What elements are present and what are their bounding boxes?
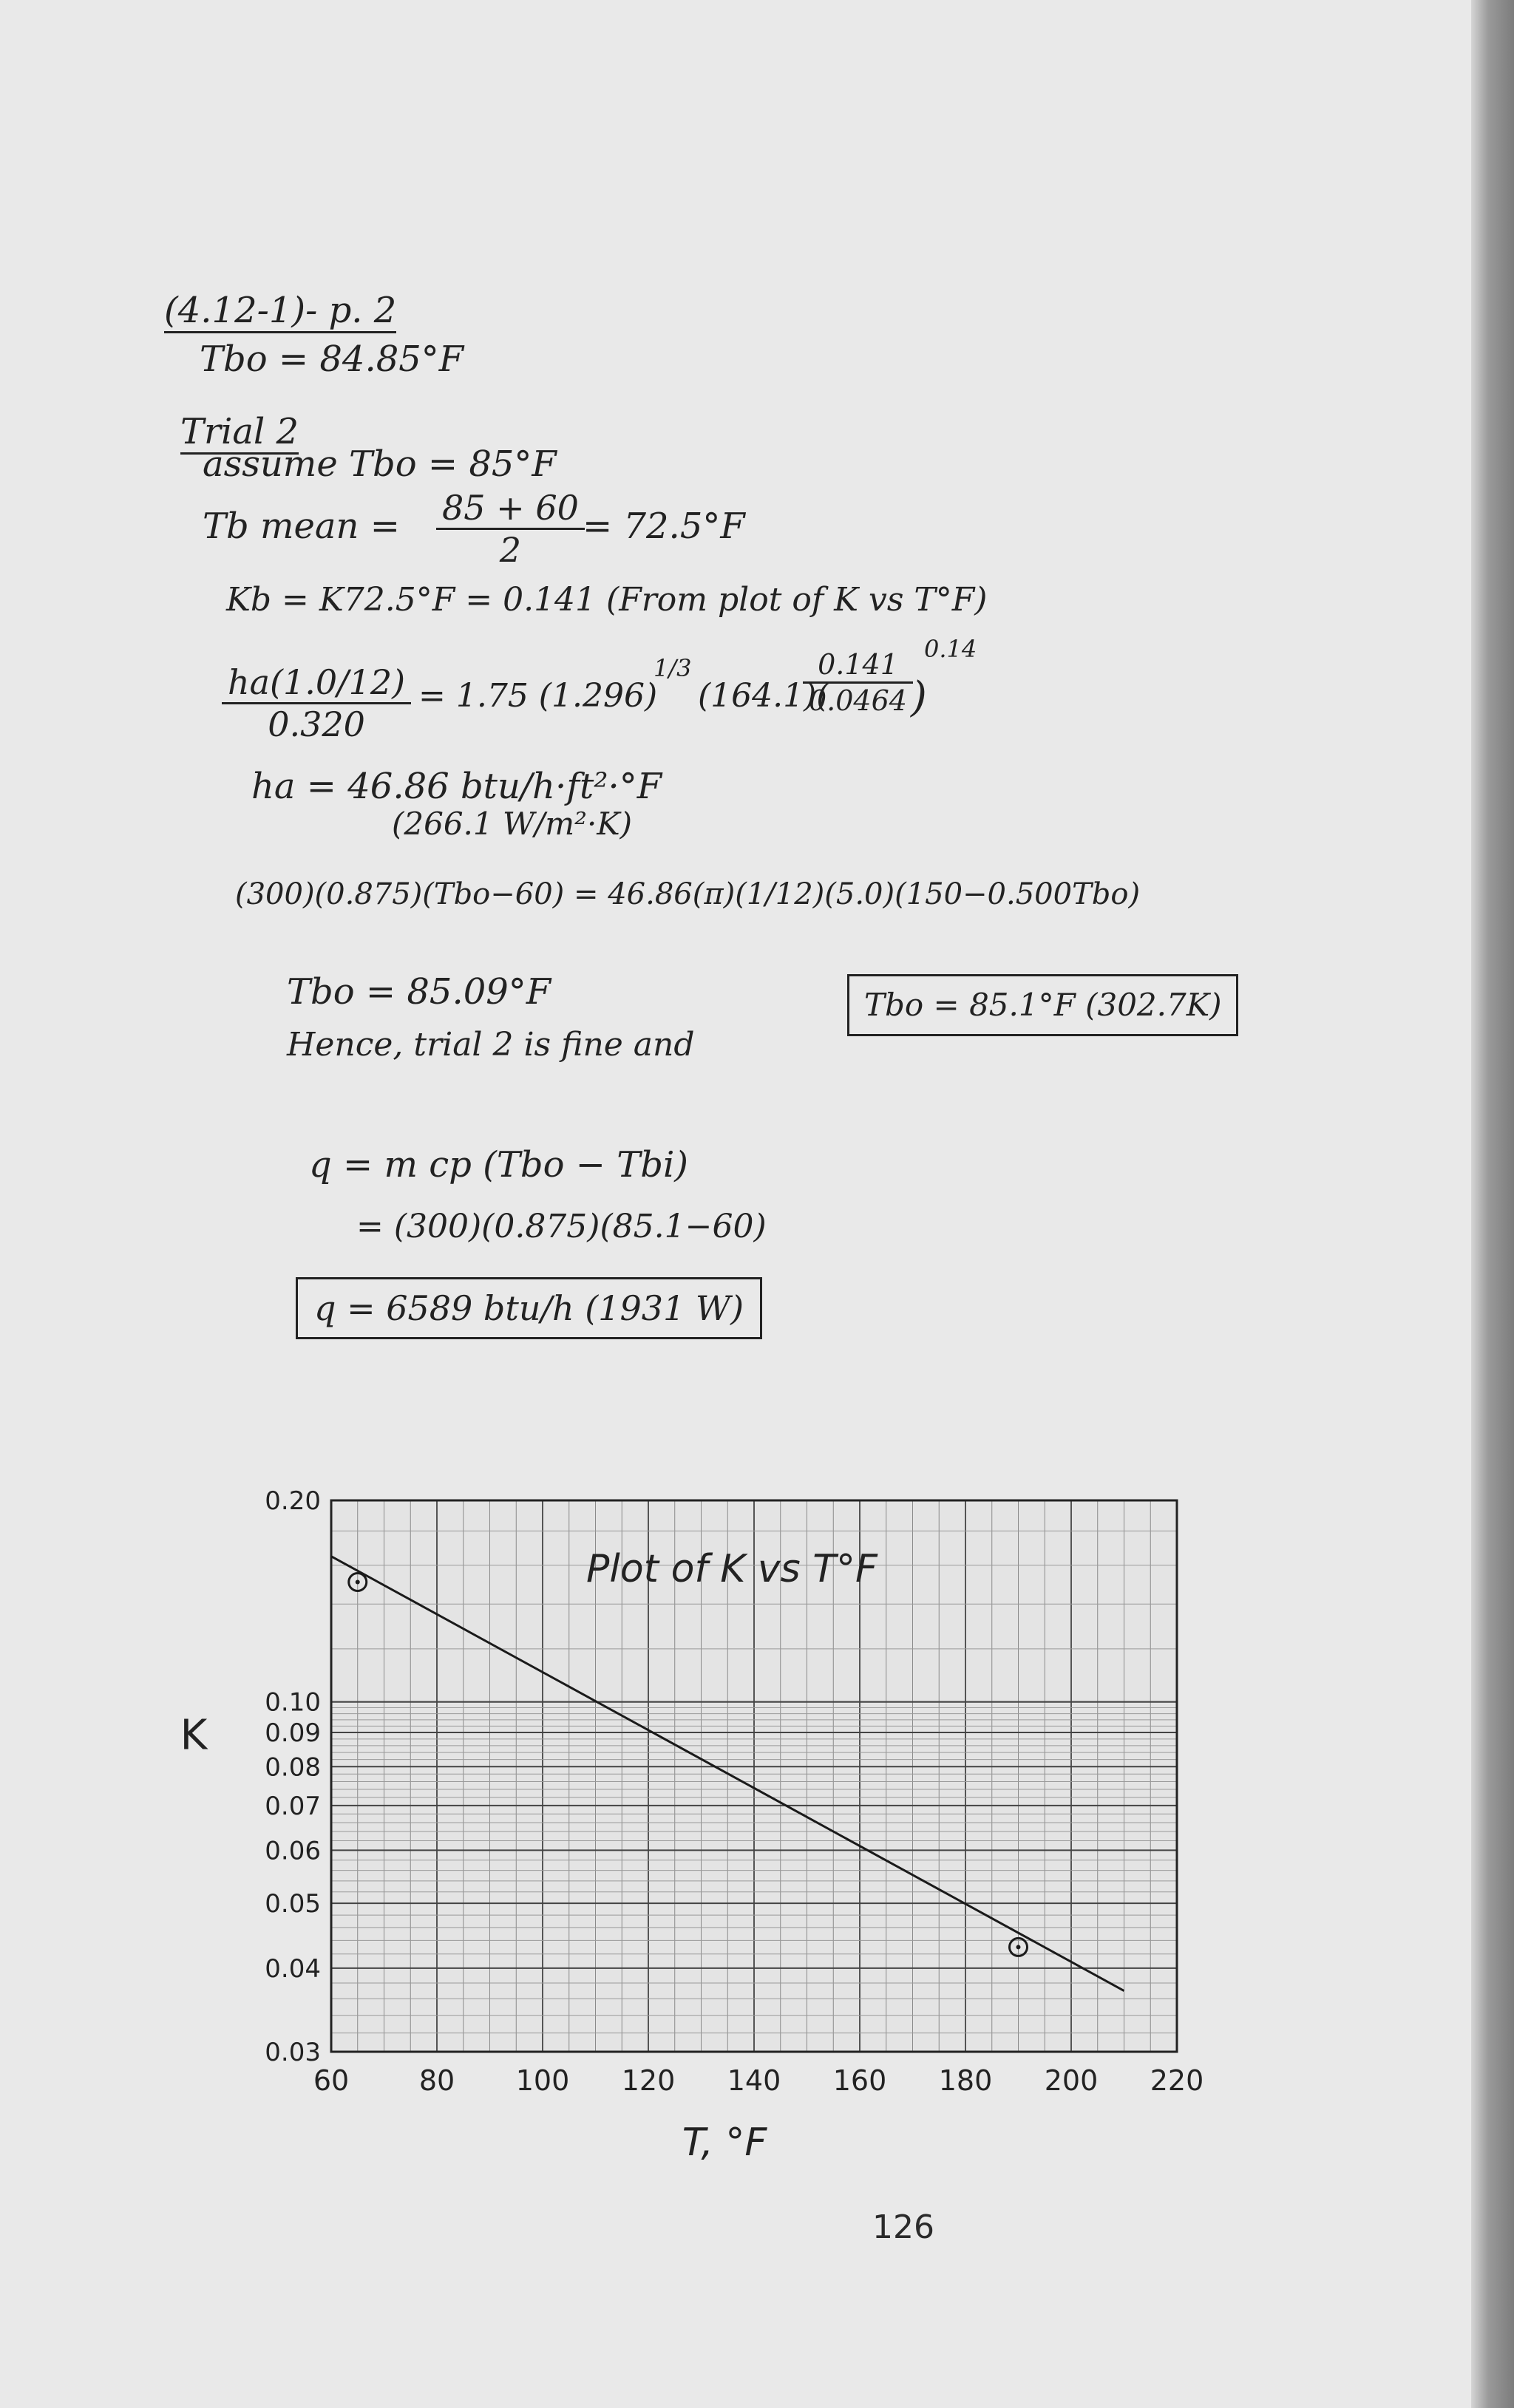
data-point-center <box>1016 1945 1021 1949</box>
conclusion-text: Hence, trial 2 is fine and <box>287 1026 695 1064</box>
x-tick-label: 220 <box>1150 2064 1204 2097</box>
assume-line: assume Tbo = 85°F <box>203 443 557 485</box>
x-axis-label: T, °F <box>682 2120 767 2165</box>
energy-balance: (300)(0.875)(Tbo−60) = 46.86(π)(1/12)(5.0)(150−0.500Tbo) <box>235 877 1141 911</box>
q-final-box: q = 6589 btu/h (1931 W) <box>296 1277 762 1339</box>
ha-rhs-c: ) <box>911 673 927 721</box>
y-tick-label: 0.09 <box>265 1718 321 1748</box>
tmean-numerator: 85 + 60 <box>436 491 585 530</box>
ha-lhs-numerator: ha(1.0/12) <box>222 665 411 704</box>
tmean-lhs: Tb mean = <box>203 506 400 547</box>
ha-ratio-denominator: 0.0464 <box>809 684 907 717</box>
tmean-rhs: = 72.5°F <box>583 506 745 547</box>
q-substitution: = (300)(0.875)(85.1−60) <box>356 1208 767 1245</box>
y-axis-label: K <box>180 1711 208 1760</box>
ha-ratio-numerator: 0.141 <box>803 650 913 684</box>
y-tick-label: 0.06 <box>265 1836 321 1866</box>
y-tick-label: 0.07 <box>265 1791 321 1821</box>
y-tick-label: 0.20 <box>265 1486 321 1516</box>
q-formula: q = m cp (Tbo − Tbi) <box>309 1144 689 1186</box>
x-tick-label: 180 <box>938 2064 993 2097</box>
tbo-final-box: Tbo = 85.1°F (302.7K) <box>847 974 1238 1036</box>
problem-reference: (4.12-1)- p. 2 <box>164 293 396 333</box>
x-tick-label: 60 <box>313 2064 350 2097</box>
ha-exponent-a: 1/3 <box>654 654 692 682</box>
chart-title: Plot of K vs T°F <box>586 1547 877 1591</box>
trial-title: Trial 2 <box>180 414 299 455</box>
y-tick-label: 0.04 <box>265 1953 321 1984</box>
ha-si-value: (266.1 W/m²·K) <box>392 806 633 842</box>
x-tick-label: 100 <box>515 2064 570 2097</box>
y-tick-label: 0.10 <box>265 1687 321 1718</box>
ha-rhs-b: (164.1)( <box>698 677 829 715</box>
ha-rhs-a: = 1.75 (1.296) <box>418 677 658 715</box>
kb-line: Kb = K72.5°F = 0.141 (From plot of K vs T°F) <box>226 581 988 619</box>
tmean-denominator: 2 <box>499 530 522 570</box>
tbo-result: Tbo = 84.85°F <box>200 339 464 380</box>
x-tick-label: 80 <box>418 2064 455 2097</box>
x-tick-label: 200 <box>1044 2064 1099 2097</box>
y-tick-label: 0.05 <box>265 1889 321 1919</box>
ha-lhs-denominator: 0.320 <box>268 704 365 744</box>
y-tick-label: 0.08 <box>265 1752 321 1783</box>
ha-value: ha = 46.86 btu/h·ft²·°F <box>251 766 662 807</box>
x-tick-label: 120 <box>621 2064 676 2097</box>
x-tick-label: 140 <box>727 2064 781 2097</box>
tbo-solved: Tbo = 85.09°F <box>287 971 551 1013</box>
page-number: 126 <box>872 2208 934 2246</box>
y-tick-label: 0.03 <box>265 2038 321 2067</box>
x-tick-label: 160 <box>832 2064 887 2097</box>
ha-exponent-b: 0.14 <box>924 635 977 663</box>
data-point-center <box>356 1580 360 1585</box>
